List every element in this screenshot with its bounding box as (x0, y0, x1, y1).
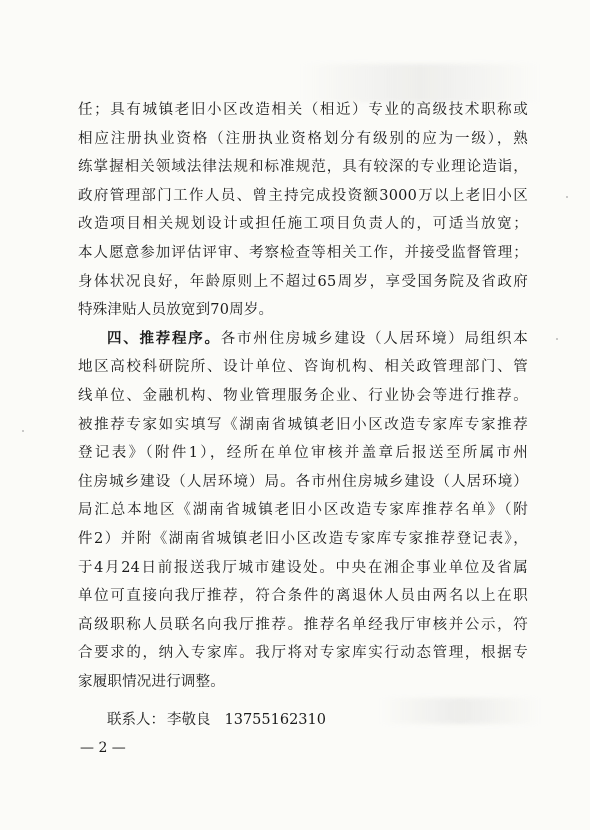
scan-speck (22, 430, 24, 432)
paragraph-line: 家履职情况进行调整。 (78, 673, 225, 690)
paragraph-line: 被推荐专家如实填写《湖南省城镇老旧小区改造专家库专家推荐 (78, 416, 528, 433)
paragraph-line: 地区高校科研院所、设计单位、咨询机构、相关政管理部门、管 (78, 359, 528, 376)
paragraph-line: 住房城乡建设（人居环境）局。各市州住房城乡建设（人居环境） (78, 473, 528, 490)
contact-label: 联系人： (107, 712, 165, 728)
section-heading: 四、推荐程序。 (107, 329, 221, 347)
paragraph-line: 单位可直接向我厅推荐，符合条件的离退休人员由两名以上在职 (78, 588, 528, 605)
paragraph-line: 练掌握相关领域法律法规和标准规范，具有较深的专业理论造诣， (78, 159, 528, 176)
paragraph-line: 登记表》（附件1），经所在单位审核并盖章后报送至所属市州 (78, 445, 528, 462)
paragraph-line: 于4月24日前报送我厅城市建设处。中央在湘企事业单位及省属 (78, 559, 528, 576)
contact-line (107, 706, 326, 734)
paragraph-line: 合要求的，纳入专家库。我厅将对专家库实行动态管理，根据专 (78, 645, 528, 662)
paragraph-line: 件2）并附《湖南省城镇老旧小区改造专家库专家推荐登记表》， (78, 530, 528, 547)
paragraph-line: 改造项目相关规划设计或担任施工项目负责人的，可适当放宽； (78, 216, 528, 233)
page-number: — 2 — (80, 740, 126, 756)
paragraph-line: 本人愿意参加评估评审、考察检查等相关工作，并接受监督管理； (78, 244, 528, 261)
paragraph-line: 政府管理部门工作人员、曾主持完成投资额3000万以上老旧小区 (78, 187, 528, 204)
contact-phone: 13755162310 (224, 712, 326, 728)
document-body (78, 96, 528, 696)
paragraph-line: 局汇总本地区《湖南省城镇老旧小区改造专家库推荐名单》（附 (78, 502, 528, 519)
paragraph-line: 高级职称人员联名向我厅推荐。推荐名单经我厅审核并公示，符 (78, 616, 528, 633)
paragraph-line: 相应注册执业资格（注册执业资格划分有级别的应为一级），熟 (78, 130, 528, 147)
paragraph-line: 线单位、金融机构、物业管理服务企业、行业协会等进行推荐。 (78, 387, 528, 404)
scan-speck (556, 338, 558, 340)
paragraph-line: 身体状况良好，年龄原则上不超过65周岁，享受国务院及省政府 (78, 273, 528, 290)
paragraph-line: 任；具有城镇老旧小区改造相关（相近）专业的高级技术职称或 (78, 102, 528, 118)
section-heading-line (78, 325, 528, 354)
contact-name: 李敬良 (167, 712, 211, 728)
scan-speck (566, 196, 568, 198)
section-heading-rest: 各市州住房城乡建设（人居环境）局组织本 (220, 330, 528, 347)
paragraph-line: 特殊津贴人员放宽到70周岁。 (78, 302, 274, 319)
bleed-through-shadow (380, 698, 540, 724)
